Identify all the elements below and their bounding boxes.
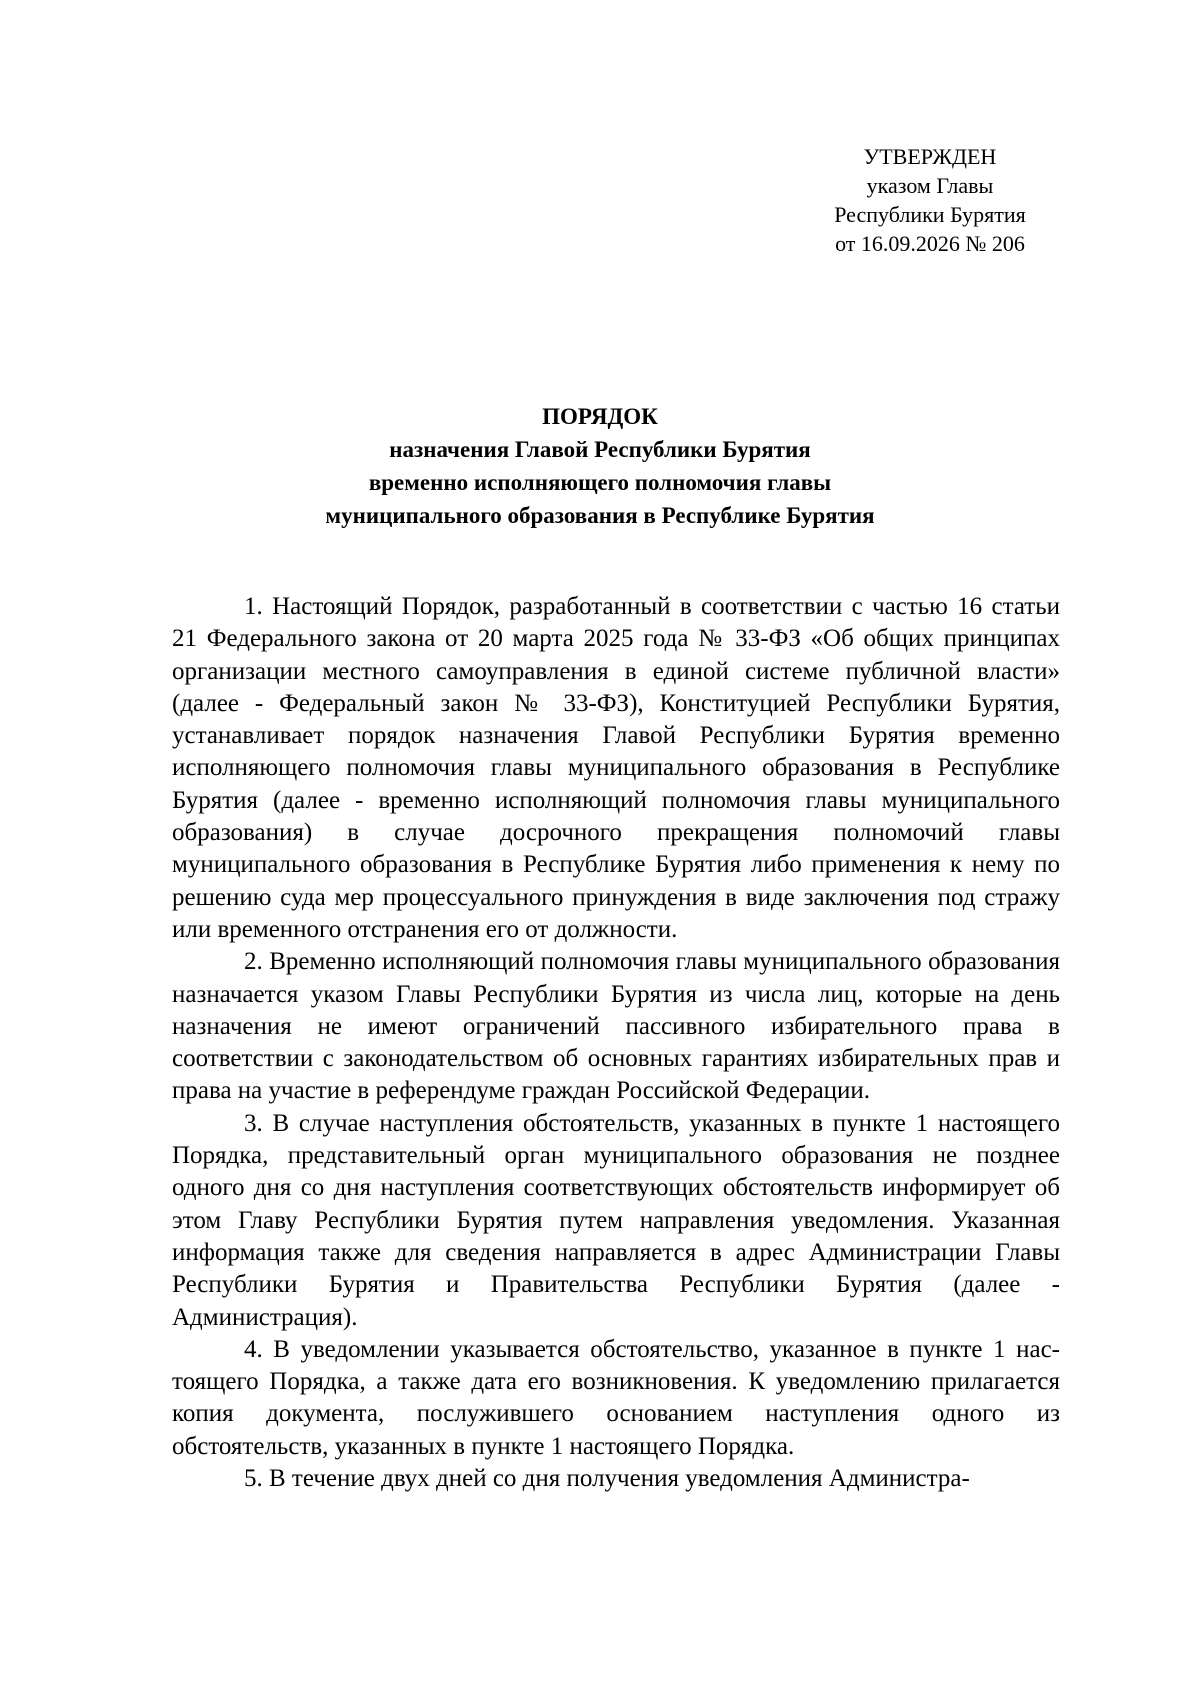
paragraph-4: 4. В уведомлении указывается обстоятельство, указанное в пункте 1 настоящего Порядка, а также дата его возникновения. К уведомлению прилагается копия документа, послужившего основанием наступления одного из обстоятельств, указанных в пункте 1 настоящего Порядка. xyxy=(172,1335,1060,1460)
paragraph-1: 1. Настоящий Порядок, разработанный в соответствии с частью 16 статьи 21 Федерального закона от 20 марта 2025 года № 33-ФЗ «Об общих принципах организации местного самоуправления в единой системе публичной власти» (далее - Федеральный закон № 33-ФЗ), Конституцией Республики Бурятия, устанавливает порядок назначения Главой Республики Бурятия временно исполняющего полномочия главы муниципального образования в Республике Бурятия (далее - временно исполняющий полномочия главы муниципального образования) в случае досрочного прекращения полномочий главы муниципального образования в Республике Бурятия либо применения к нему по решению суда мер процессуального принуждения в виде заключения под стражу или временного отстранения его от должности. xyxy=(172,593,1060,943)
approval-line-republic: Республики Бурятия xyxy=(834,202,1026,227)
paragraph-2: 2. Временно исполняющий полномочия главы муниципального образования назначается указом Главы Республики Бурятия из числа лиц, которые на день назначения не имеют ограничений пассивного избирательного права в соответствии с законодательством об основных гарантиях избирательных прав и права на участие в референдуме граждан Российской Федерации. xyxy=(172,948,1060,1105)
paragraph-5: 5. В течение двух дней со дня получения уведомления Администра- xyxy=(244,1465,970,1493)
approval-line-decree: указом Главы xyxy=(866,173,994,198)
document-title xyxy=(140,400,1060,532)
title-heading: ПОРЯДОК xyxy=(542,404,658,429)
title-line-2: временно исполняющего полномочия главы xyxy=(368,470,832,495)
paragraph-3: 3. В случае наступления обстоятельств, указанных в пункте 1 настоящего Порядка, представительный орган муниципального образования не позднее одного дня со дня наступления соответствующих обстоятельств информирует об этом Главу Республики Бурятия путем направления уведомления. Указанная информация также для сведения направляется в адрес Администрации Главы Республики Бурятия и Правительства Республики Бурятия (далее - Администрация). xyxy=(172,1109,1060,1331)
approval-line-date-number: от 16.09.2026 № 206 xyxy=(835,231,1025,256)
title-line-1: назначения Главой Республики Бурятия xyxy=(389,437,811,462)
title-line-3: муниципального образования в Республике Бурятия xyxy=(325,503,875,528)
document-body xyxy=(172,591,1060,1495)
approval-line-approved: УТВЕРЖДЕН xyxy=(863,144,997,169)
approval-stamp xyxy=(800,142,1060,258)
